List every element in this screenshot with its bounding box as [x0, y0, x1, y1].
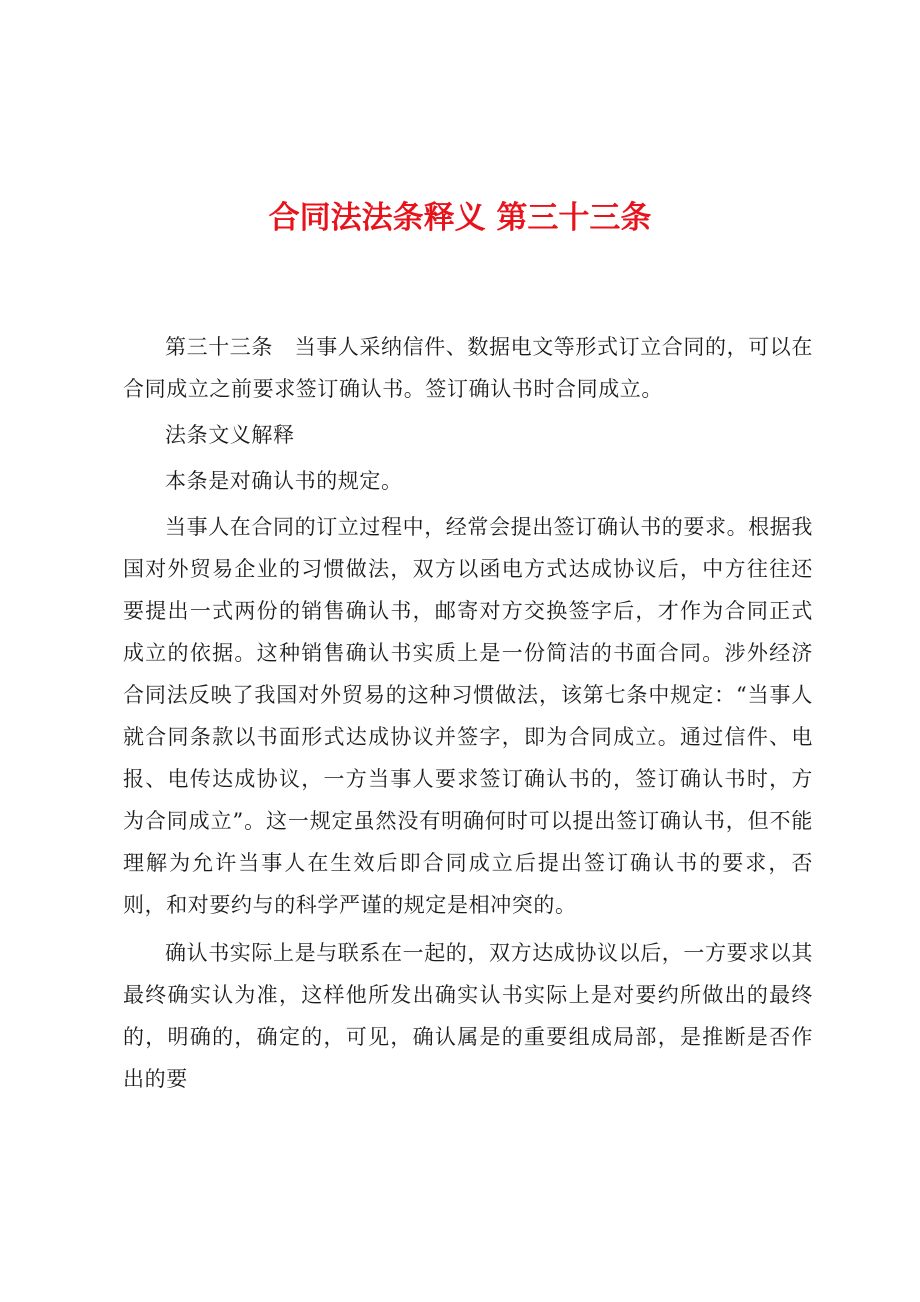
paragraph-summary: 本条是对确认书的规定。 [165, 469, 403, 493]
paragraph-confirmation: 确认书实际上是与联系在一起的，双方达成协议以后，一方要求以其最终确实认为准，这样他所发出确实认书实际上是对要约所做出的最终的，明确的，确定的，可见，确认属是的重要组成局部，是推断是否作出的要 [123, 941, 813, 1091]
document-title: 合同法法条释义 第三十三条 [268, 200, 652, 236]
paragraph-explanation: 当事人在合同的订立过程中，经常会提出签订确认书的要求。根据我国对外贸易企业的习惯做法，双方以函电方式达成协议后，中方往往还要提出一式两份的销售确认书，邮寄对方交换签字后，才作为合同正式成立的依据。这种销售确认书实质上是一份简洁的书面合同。涉外经济合同法反映了我国对外贸易的这种习惯做法，该第七条中规定：“当事人就合同条款以书面形式达成协议并签字，即为合同成立。通过信件、电报、电传达成协议，一方当事人要求签订确认书的，签订确认书时，方为合同成立”。这一规定虽然没有明确何时可以提出签订确认书，但不能理解为允许当事人在生效后即合同成立后提出签订确认书的要求，否则，和对要约与的科学严谨的规定是相冲突的。 [123, 515, 813, 917]
document-body [123, 326, 813, 1106]
paragraph-article-text: 第三十三条 当事人采纳信件、数据电文等形式订立合同的，可以在合同成立之前要求签订确认书。签订确认书时合同成立。 [123, 335, 813, 401]
paragraph-heading-interpretation: 法条文义解释 [165, 423, 295, 447]
